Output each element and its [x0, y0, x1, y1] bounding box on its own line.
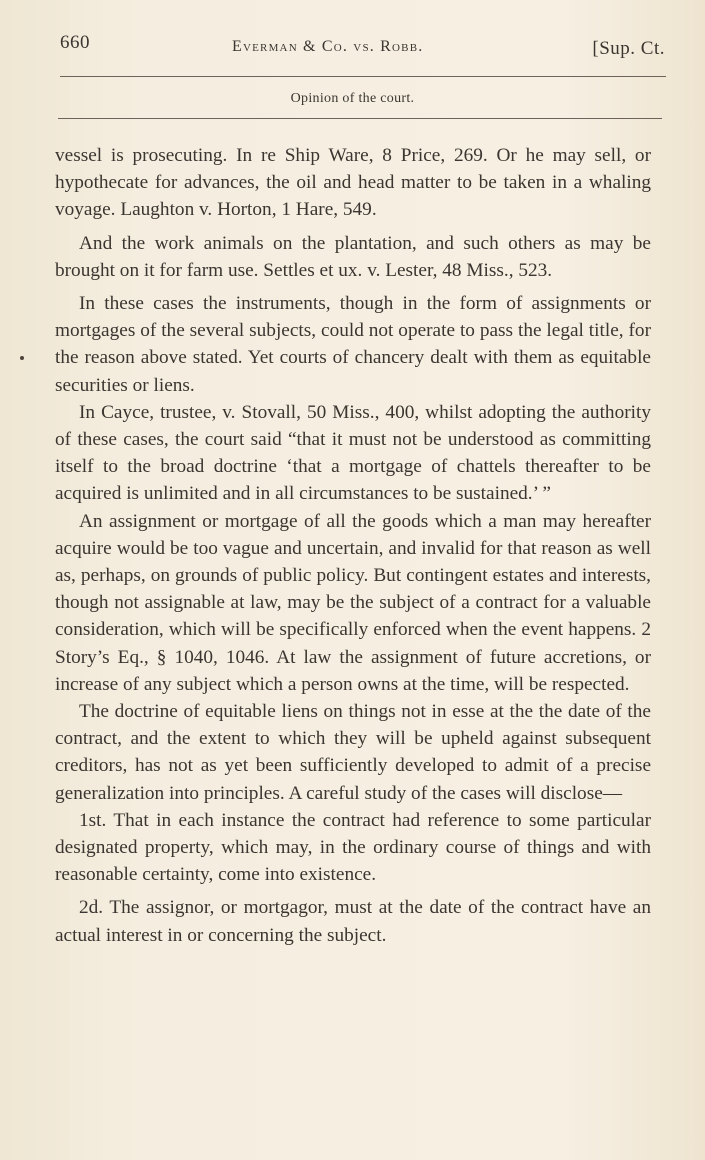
paragraph-5: An assignment or mortgage of all the goods which a man may hereafter acquire would be too vague and uncertain, and invalid for that reason as well as, perhaps, on grounds of public policy. But contingent estates and interests, though not assignable at law, may be the subject of a contract for a valuable consideration, which will be specifically enforced when the event happens. 2 Story’s Eq., § 1040, 1046. At law the assignment of future accretions, or increase of any subject which a person owns at the time, will be respected. — [55, 510, 651, 695]
paragraph-8: 2d. The assignor, or mortgagor, must at the date of the contract have an actual interest in or concerning the subject. — [55, 897, 651, 946]
court-label: [Sup. Ct. — [592, 38, 665, 59]
paragraph-1: vessel is prosecuting. In re Ship Ware, 8 Price, 269. Or he may sell, or hypothecate for advances, the oil and head matter to be taken in a whaling voyage. Laughton v. Horton, 1 Hare, 549. — [55, 145, 651, 221]
margin-dot — [20, 356, 24, 360]
running-title: Everman & Co. vs. Robb. — [232, 38, 424, 55]
section-subheading: Opinion of the court. — [290, 91, 415, 106]
paragraph-2: And the work animals on the plantation, and such others as may be brought on it for farm use. Settles et ux. v. Lester, 48 Miss., 523. — [55, 232, 651, 281]
header-rule-bottom — [58, 118, 662, 119]
paragraph-3: In these cases the instruments, though in the form of assignments or mortgages of the several subjects, could not operate to pass the legal title, for the reason above stated. Yet courts of chancery dealt with them as equitable securities or liens. — [55, 293, 651, 396]
paragraph-4: In Cayce, trustee, v. Stovall, 50 Miss., 400, whilst adopting the authority of these cases, the court said “that it must not be understood as committing itself to the broad doctrine ‘that a mortgage of chattels thereafter to be acquired is unlimited and in all circumstances to be sustained.’ ” — [55, 401, 651, 505]
page-number: 660 — [60, 32, 90, 53]
paragraph-7: 1st. That in each instance the contract had reference to some particular designated property, which may, in the ordinary course of things and with reasonable certainty, come into existence. — [55, 809, 651, 886]
paragraph-6: The doctrine of equitable liens on things not in esse at the the date of the contract, and the extent to which they will be upheld against subsequent creditors, has not as yet been sufficiently developed to admit of a precise generalization into principles. A careful study of the cases will disclose— — [55, 701, 651, 804]
opinion-body — [55, 142, 651, 949]
header-rule-top — [60, 76, 666, 77]
page-header — [60, 30, 665, 70]
